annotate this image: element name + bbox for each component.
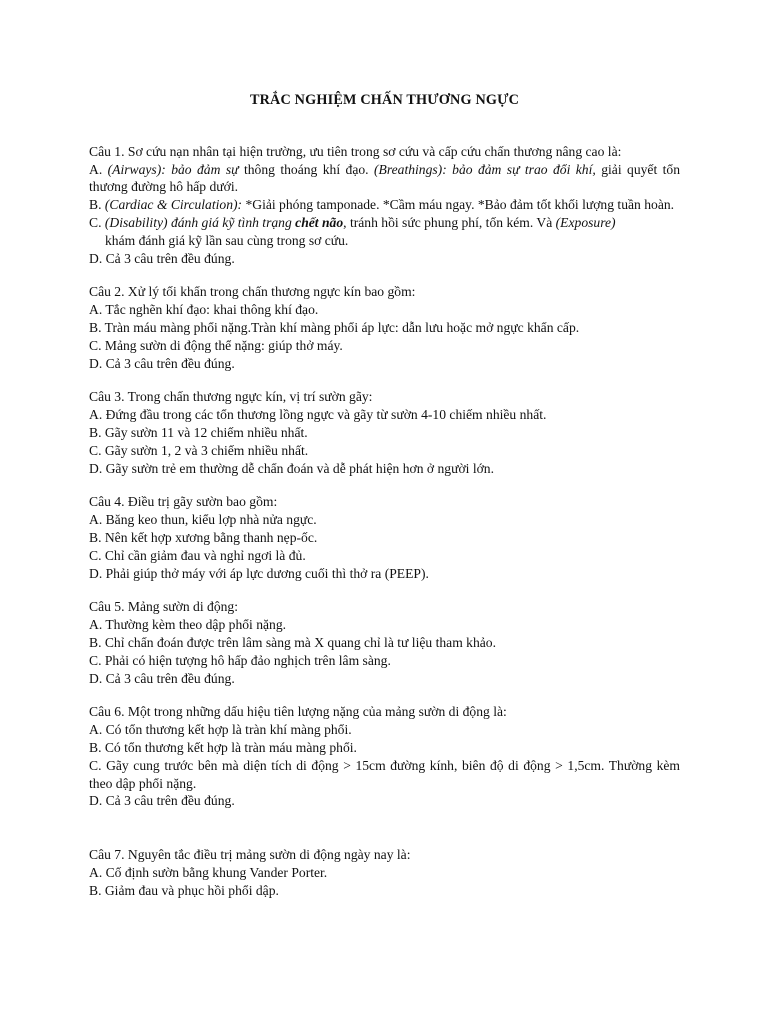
- question-stem: Câu 4. Điều trị gãy sườn bao gồm:: [89, 494, 278, 510]
- option-label: A.: [89, 161, 108, 177]
- option-d: D. Gãy sườn trẻ em thường dễ chẩn đoán và dễ phát hiện hơn ở người lớn.: [89, 460, 494, 476]
- italic-text: (Disability) đánh giá kỹ tình trạng: [104, 214, 292, 230]
- option-d: D. Cả 3 câu trên đều đúng.: [89, 355, 235, 371]
- option-d: D. Phải giúp thở máy với áp lực dương cuối thì thở ra (PEEP).: [89, 565, 429, 581]
- option-d: D. Cả 3 câu trên đều đúng.: [89, 250, 235, 266]
- option-c-continuation: khám đánh giá kỹ lần sau cùng trong sơ cứu.: [105, 232, 349, 248]
- option-text: *Giải phóng tamponade. *Cầm máu ngay. *Bảo đảm tốt khối lượng tuần hoàn.: [242, 197, 675, 213]
- question-1: [89, 143, 680, 268]
- option-a: A. Thường kèm theo dập phổi nặng.: [89, 617, 287, 633]
- option-a: A. Băng keo thun, kiểu lợp nhà nửa ngực.: [89, 512, 317, 528]
- italic-text: (Exposure): [555, 214, 616, 230]
- document-title: TRẮC NGHIỆM CHẤN THƯƠNG NGỰC: [249, 92, 520, 108]
- question-7: [89, 846, 680, 899]
- option-c: C. Chỉ cần giảm đau và nghỉ ngơi là đủ.: [89, 547, 306, 563]
- option-d: D. Cả 3 câu trên đều đúng.: [89, 670, 235, 686]
- question-stem: Câu 5. Mảng sườn di động:: [89, 599, 238, 615]
- option-a: A. Cố định sườn bằng khung Vander Porter.: [89, 864, 328, 880]
- italic-text: (Cardiac & Circulation):: [104, 197, 243, 213]
- question-stem: Câu 6. Một trong những dấu hiệu tiên lượng nặng của mảng sườn di động là:: [89, 704, 507, 720]
- option-a: A. Tắc nghẽn khí đạo: khai thông khí đạo.: [89, 302, 319, 318]
- option-text: giải quyết tổn thương đường hô hấp dưới.: [89, 161, 681, 195]
- bold-italic-text: chết não: [291, 214, 344, 230]
- option-text: thông thoáng khí đạo.: [238, 161, 374, 177]
- italic-text: (Airways): bảo đảm sự: [107, 161, 239, 177]
- option-label: C.: [89, 214, 105, 230]
- option-b: B. Nên kết hợp xương bằng thanh nẹp-ốc.: [89, 529, 318, 545]
- question-5: [89, 598, 680, 687]
- italic-text: (Breathings): bảo đảm sự trao đổi khí,: [374, 161, 596, 177]
- option-a: A. Có tổn thương kết hợp là tràn khí màng phổi.: [89, 722, 352, 738]
- option-c: C. Mảng sườn di động thể nặng: giúp thở máy.: [89, 337, 343, 353]
- option-b: B. Chỉ chẩn đoán được trên lâm sàng mà X quang chỉ là tư liệu tham khảo.: [89, 634, 496, 650]
- question-3: [89, 388, 680, 477]
- option-b: B. Tràn máu màng phổi nặng.Tràn khí màng phổi áp lực: dẫn lưu hoặc mở ngực khẩn cấp.: [89, 319, 580, 335]
- option-label: B.: [89, 197, 105, 213]
- question-2: [89, 283, 680, 372]
- option-a: [89, 161, 680, 197]
- option-c: C. Gãy sườn 1, 2 và 3 chiếm nhiều nhất.: [89, 442, 309, 458]
- option-c: C. Phải có hiện tượng hô hấp đảo nghịch trên lâm sàng.: [89, 652, 391, 668]
- question-stem: Câu 7. Nguyên tắc điều trị mảng sườn di động ngày nay là:: [89, 847, 411, 863]
- option-c: [89, 214, 680, 232]
- question-4: [89, 493, 680, 582]
- option-b: B. Giảm đau và phục hồi phổi dập.: [89, 882, 279, 898]
- option-d: D. Cả 3 câu trên đều đúng.: [89, 793, 235, 809]
- option-text: , tránh hồi sức phung phí, tốn kém. Và: [343, 214, 556, 230]
- option-c: C. Gãy cung trước bên mà diện tích di động > 15cm đường kính, biên độ di động > 1,5cm. Thường kèm theo dập phổi nặng.: [89, 757, 680, 791]
- question-stem: Câu 3. Trong chấn thương ngực kín, vị trí sườn gãy:: [89, 389, 373, 405]
- option-b: B. Có tổn thương kết hợp là tràn máu màng phổi.: [89, 739, 357, 755]
- option-b: B. Gãy sườn 11 và 12 chiếm nhiều nhất.: [89, 424, 308, 440]
- question-stem: Câu 2. Xử lý tối khẩn trong chấn thương ngực kín bao gồm:: [89, 284, 416, 300]
- question-6: [89, 703, 680, 810]
- option-a: A. Đứng đầu trong các tổn thương lồng ngực và gãy từ sườn 4-10 chiếm nhiều nhất.: [89, 407, 547, 423]
- question-stem: Câu 1. Sơ cứu nạn nhân tại hiện trường, ưu tiên trong sơ cứu và cấp cứu chấn thương nâng cao là:: [89, 143, 622, 159]
- option-b: [89, 196, 680, 214]
